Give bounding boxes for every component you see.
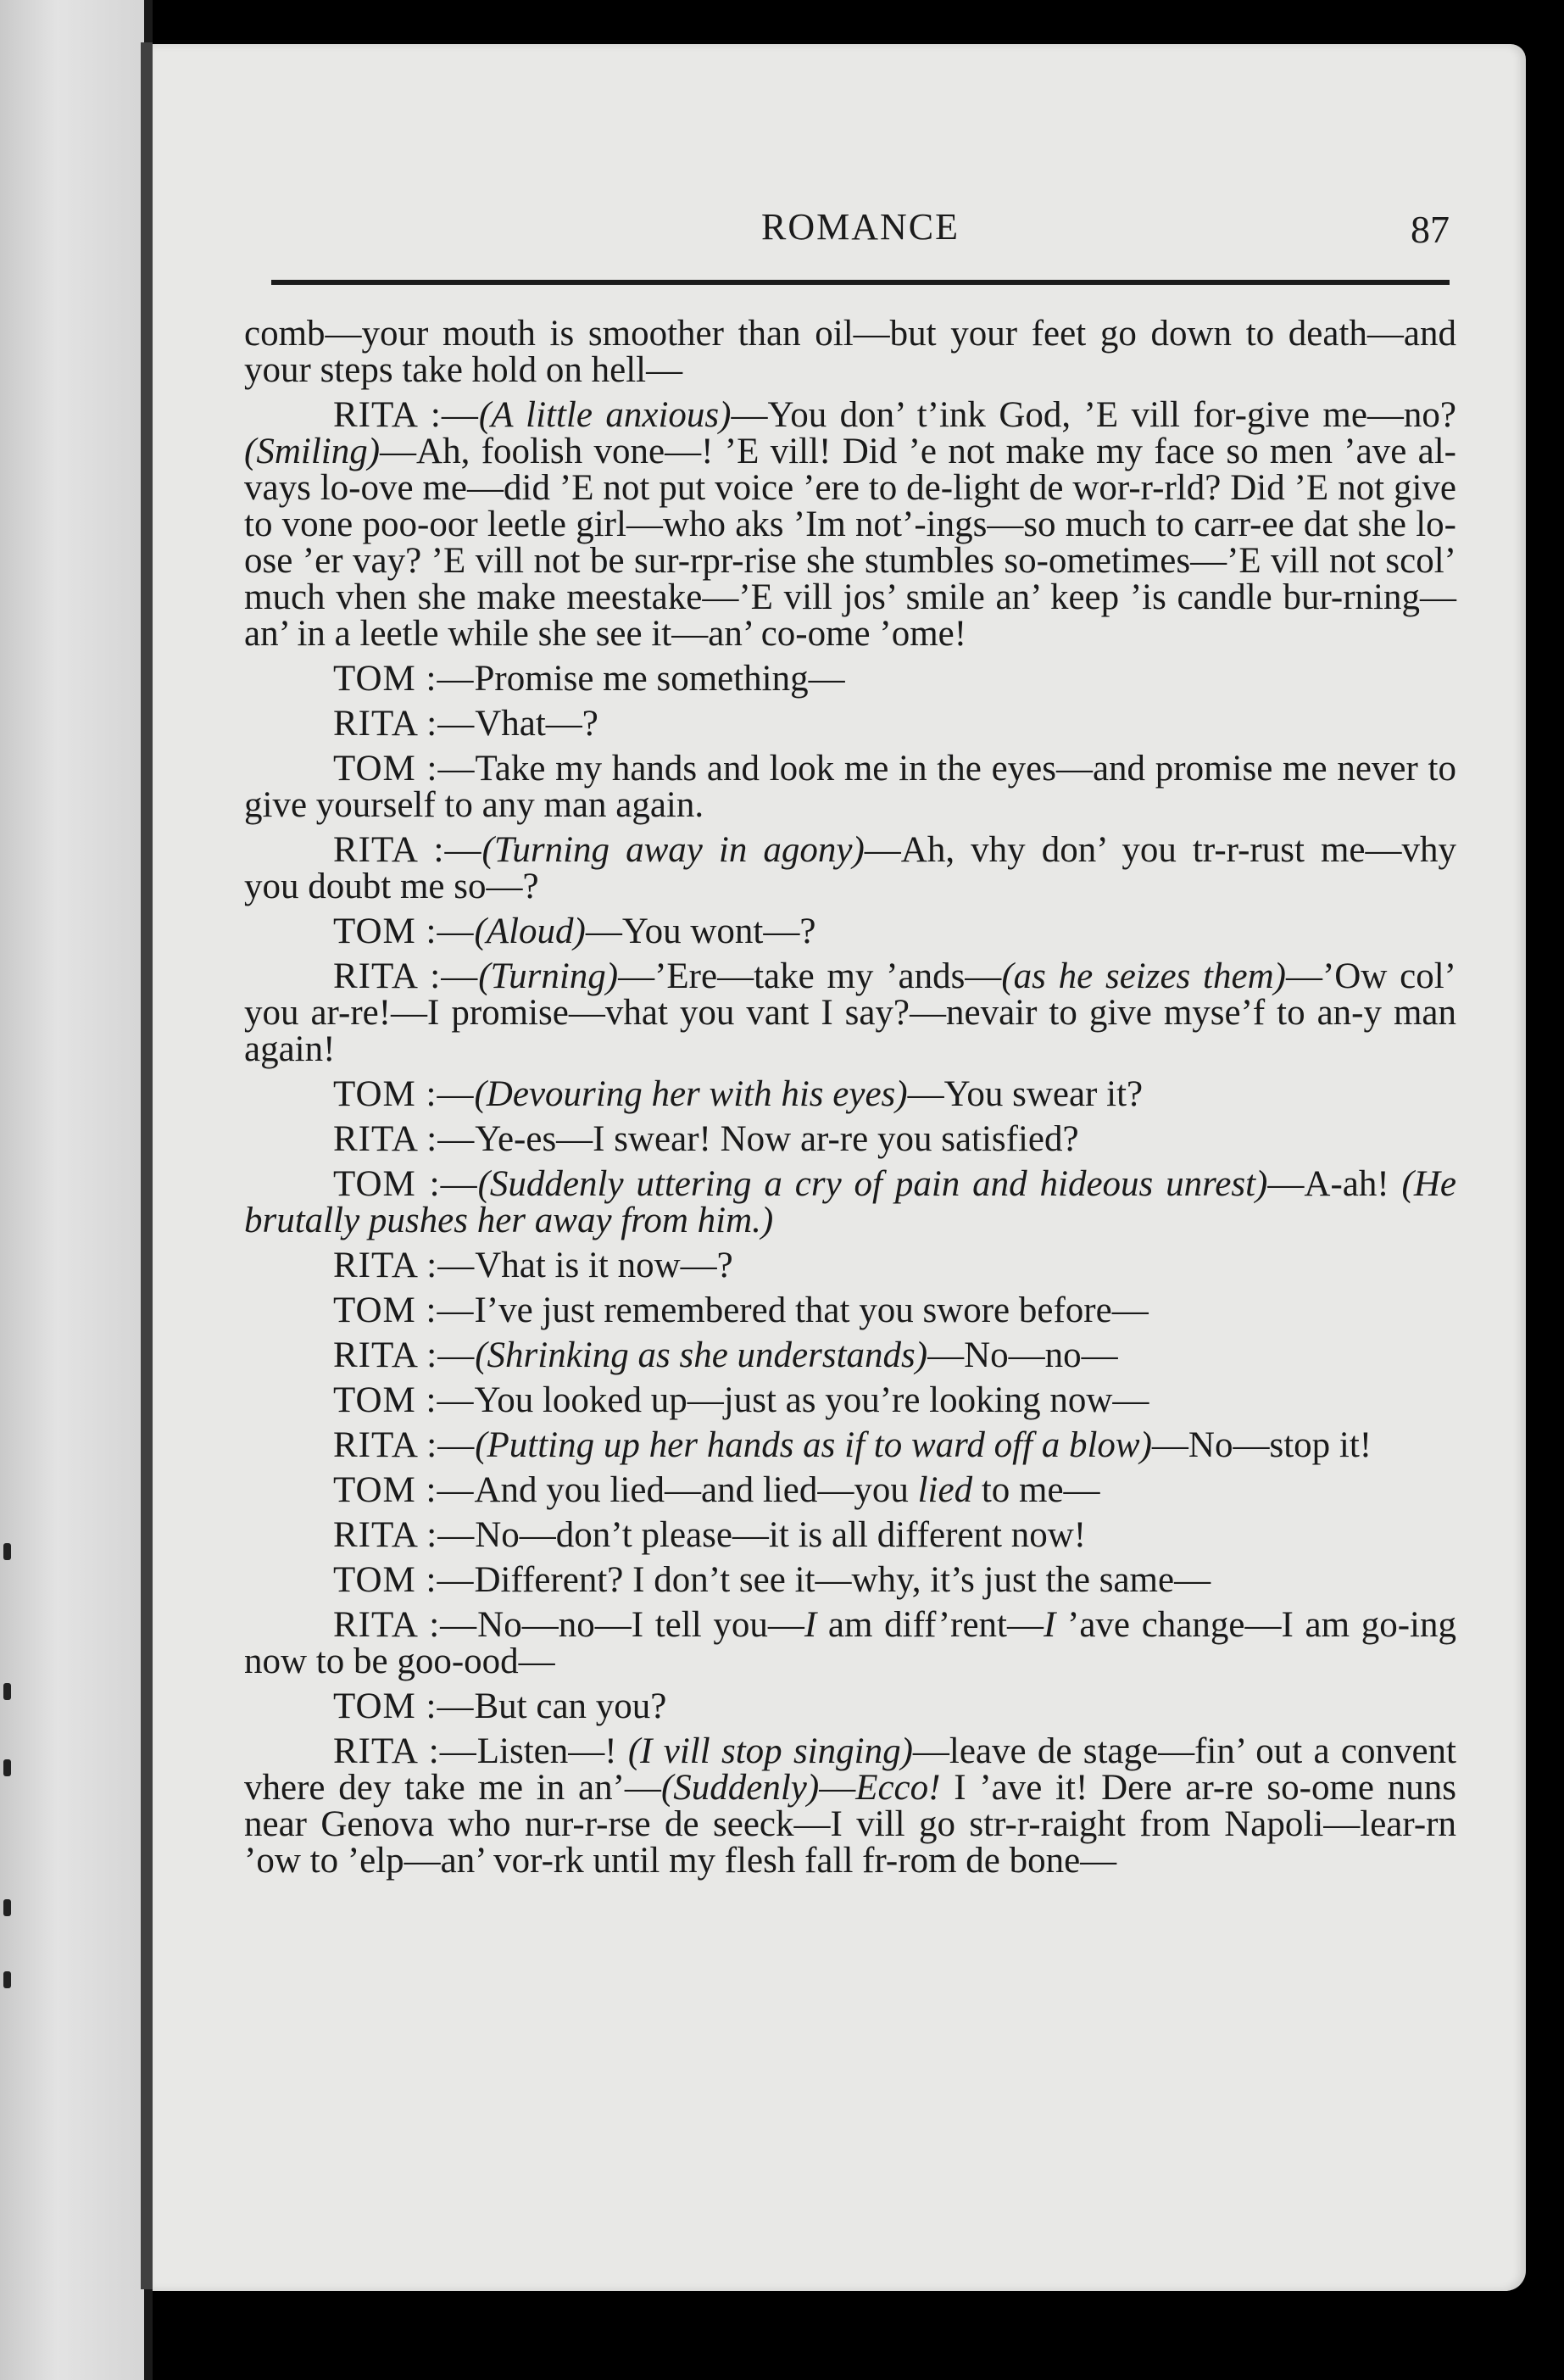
text-paragraph	[244, 1733, 1456, 1879]
speaker-name: TOM :—	[333, 1380, 475, 1420]
stage-direction: lied	[917, 1470, 973, 1510]
text-paragraph	[244, 1076, 1456, 1112]
speaker-name: TOM :—	[333, 749, 476, 789]
stage-direction: I	[1043, 1605, 1056, 1645]
dialogue-line: —	[819, 1768, 856, 1808]
stage-direction: (as he seizes them)	[1001, 956, 1286, 996]
text-paragraph	[244, 832, 1456, 905]
stage-direction: I	[804, 1605, 817, 1645]
text-paragraph	[244, 660, 1456, 697]
dialogue-line: to me—	[972, 1470, 1100, 1510]
speaker-name: RITA :—	[333, 956, 479, 996]
text-paragraph	[244, 1517, 1456, 1553]
dialogue-line: —’Ere—take my ’ands—	[618, 956, 1002, 996]
dialogue-line: Different? I don’t see it—why, it’s just the same—	[474, 1560, 1211, 1600]
header-rule	[271, 280, 1450, 285]
dialogue-line: —leave de stage—fin’ out a convent vhere dey take me in an’—	[244, 1731, 1456, 1808]
text-paragraph	[244, 913, 1456, 950]
dialogue-line: —You don’ t’ink God, ’E vill for-give me—no?	[731, 395, 1457, 435]
text-paragraph	[244, 1427, 1456, 1463]
stage-direction: (I vill stop singing)	[627, 1731, 913, 1771]
dialogue-line: Ye-es—I swear! Now ar-re you satisfied?	[475, 1119, 1079, 1159]
dialogue-line: You looked up—just as you’re looking now—	[474, 1380, 1149, 1420]
page-header	[271, 205, 1450, 265]
text-paragraph	[244, 750, 1456, 823]
text-paragraph	[244, 397, 1456, 652]
running-title: ROMANCE	[760, 206, 960, 248]
stage-direction: (He brutally pushes her away from him.)	[244, 1164, 1456, 1240]
stage-direction: (Shrinking as she understands)	[475, 1335, 928, 1375]
speaker-name: RITA :—	[333, 1246, 476, 1285]
dialogue-line: I’ve just remembered that you swore before—	[474, 1290, 1149, 1330]
text-paragraph	[244, 705, 1456, 742]
stage-direction: (Putting up her hands as if to ward off a blow)	[475, 1425, 1152, 1465]
stage-direction: (A little anxious)	[478, 395, 732, 435]
speaker-name: TOM :—	[333, 1074, 475, 1114]
stage-direction: (Suddenly uttering a cry of pain and hideous unrest)	[477, 1164, 1268, 1204]
speaker-name: TOM :—	[333, 1164, 478, 1204]
dialogue-line: Take my hands and look me in the eyes—and promise me never to give yourself to any man again.	[244, 749, 1456, 825]
stage-direction: (Turning away in agony)	[481, 830, 865, 870]
text-paragraph	[244, 1292, 1456, 1329]
text-paragraph	[244, 1382, 1456, 1419]
speaker-name: TOM :—	[333, 659, 475, 699]
speaker-name: TOM :—	[333, 1560, 475, 1600]
speaker-name: TOM :—	[333, 911, 475, 951]
gutter-marks	[0, 0, 153, 2380]
dialogue-line: —A-ah!	[1267, 1164, 1402, 1204]
book-page	[153, 44, 1526, 2291]
speaker-name: RITA :—	[333, 395, 479, 435]
text-paragraph	[244, 1562, 1456, 1598]
dialogue-line: Promise me something—	[474, 659, 845, 699]
dialogue-line: And you lied—and lied—you	[474, 1470, 918, 1510]
text-paragraph	[244, 1247, 1456, 1284]
speaker-name: RITA :—	[333, 1515, 476, 1555]
speaker-name: TOM :—	[333, 1470, 475, 1510]
dialogue-line: —You swear it?	[907, 1074, 1144, 1114]
text-paragraph	[244, 315, 1456, 388]
text-paragraph	[244, 1121, 1456, 1157]
stage-direction: (Aloud)	[474, 911, 586, 951]
text-paragraph	[244, 1166, 1456, 1239]
text-paragraph	[244, 1607, 1456, 1680]
speaker-name: TOM :—	[333, 1686, 475, 1726]
text-paragraph	[244, 1688, 1456, 1725]
dialogue-line: —Ah, vhy don’ you tr-r-rust me—vhy you doubt me so—?	[244, 830, 1456, 906]
speaker-name: RITA :—	[333, 1605, 478, 1645]
dialogue-line: No—don’t please—it is all different now!	[475, 1515, 1087, 1555]
speaker-name: RITA :—	[333, 830, 482, 870]
speaker-name: RITA :—	[333, 1119, 476, 1159]
stage-direction: (Turning)	[478, 956, 619, 996]
dialogue-line: —No—no—	[927, 1335, 1118, 1375]
dialogue-line: —Ah, foolish vone—! ’E vill! Did ’e not make my face so men ’ave al-vays lo-ove me—did ’E not put voice ’ere to de-light de wor-r-rld? Did ’E not give to vone poo-oor leetle girl—who aks ’Im not’-ings—so much to carr-ee dat she lo-ose ’er vay? ’E vill not be sur-rpr-rise she stumbles so-ometimes—’E vill not scol’ much vhen she make meestake—’E vill jos’ smile an’ keep ’is candle bur-rning—an’ in a leetle while she see it—an’ co-ome ’ome!	[244, 432, 1456, 654]
dialogue-line: —No—stop it!	[1151, 1425, 1372, 1465]
text-paragraph	[244, 1472, 1456, 1508]
dialogue-line: Vhat—?	[475, 704, 598, 744]
dialogue-line: Listen—!	[476, 1731, 628, 1771]
stage-direction: (Devouring her with his eyes)	[474, 1074, 908, 1114]
speaker-name: RITA :—	[333, 1425, 476, 1465]
dialogue-line: ’ave change—I am go-ing now to be goo-ood—	[244, 1605, 1456, 1681]
speaker-name: RITA :—	[333, 1731, 477, 1771]
speaker-name: RITA :—	[333, 1335, 476, 1375]
stage-direction: (Smiling)	[244, 432, 381, 471]
speaker-name: TOM :—	[333, 1290, 475, 1330]
text-paragraph	[244, 958, 1456, 1067]
stage-direction: Ecco!	[855, 1768, 941, 1808]
dialogue-line: —You wont—?	[585, 911, 816, 951]
previous-page-edge	[0, 0, 153, 2380]
dialogue-line: No—no—I tell you—	[477, 1605, 804, 1645]
text-paragraph	[244, 1337, 1456, 1374]
stage-direction: (Suddenly)	[660, 1768, 820, 1808]
dialogue-line: Vhat is it now—?	[475, 1246, 733, 1285]
dialogue-line: am diff’rent—	[816, 1605, 1044, 1645]
speaker-name: RITA :—	[333, 704, 476, 744]
dialogue-line: I ’ave it! Dere ar-re so-ome nuns near Genova who nur-r-rse de seeck—I vill go str-r-raight from Napoli—lear-rn ’ow to ’elp—an’ vor-rk until my flesh fall fr-rom de bone—	[244, 1768, 1457, 1881]
page-number: 87	[1411, 208, 1450, 251]
dialogue-line: But can you?	[474, 1686, 667, 1726]
dialogue-line: comb—your mouth is smoother than oil—but your feet go down to death—and your steps take hold on hell—	[244, 314, 1456, 390]
dialogue-line: —’Ow col’ you ar-re!—I promise—vhat you vant I say?—nevair to give myse’f to an-y man again!	[244, 956, 1456, 1069]
dialogue-text	[244, 315, 1456, 1887]
